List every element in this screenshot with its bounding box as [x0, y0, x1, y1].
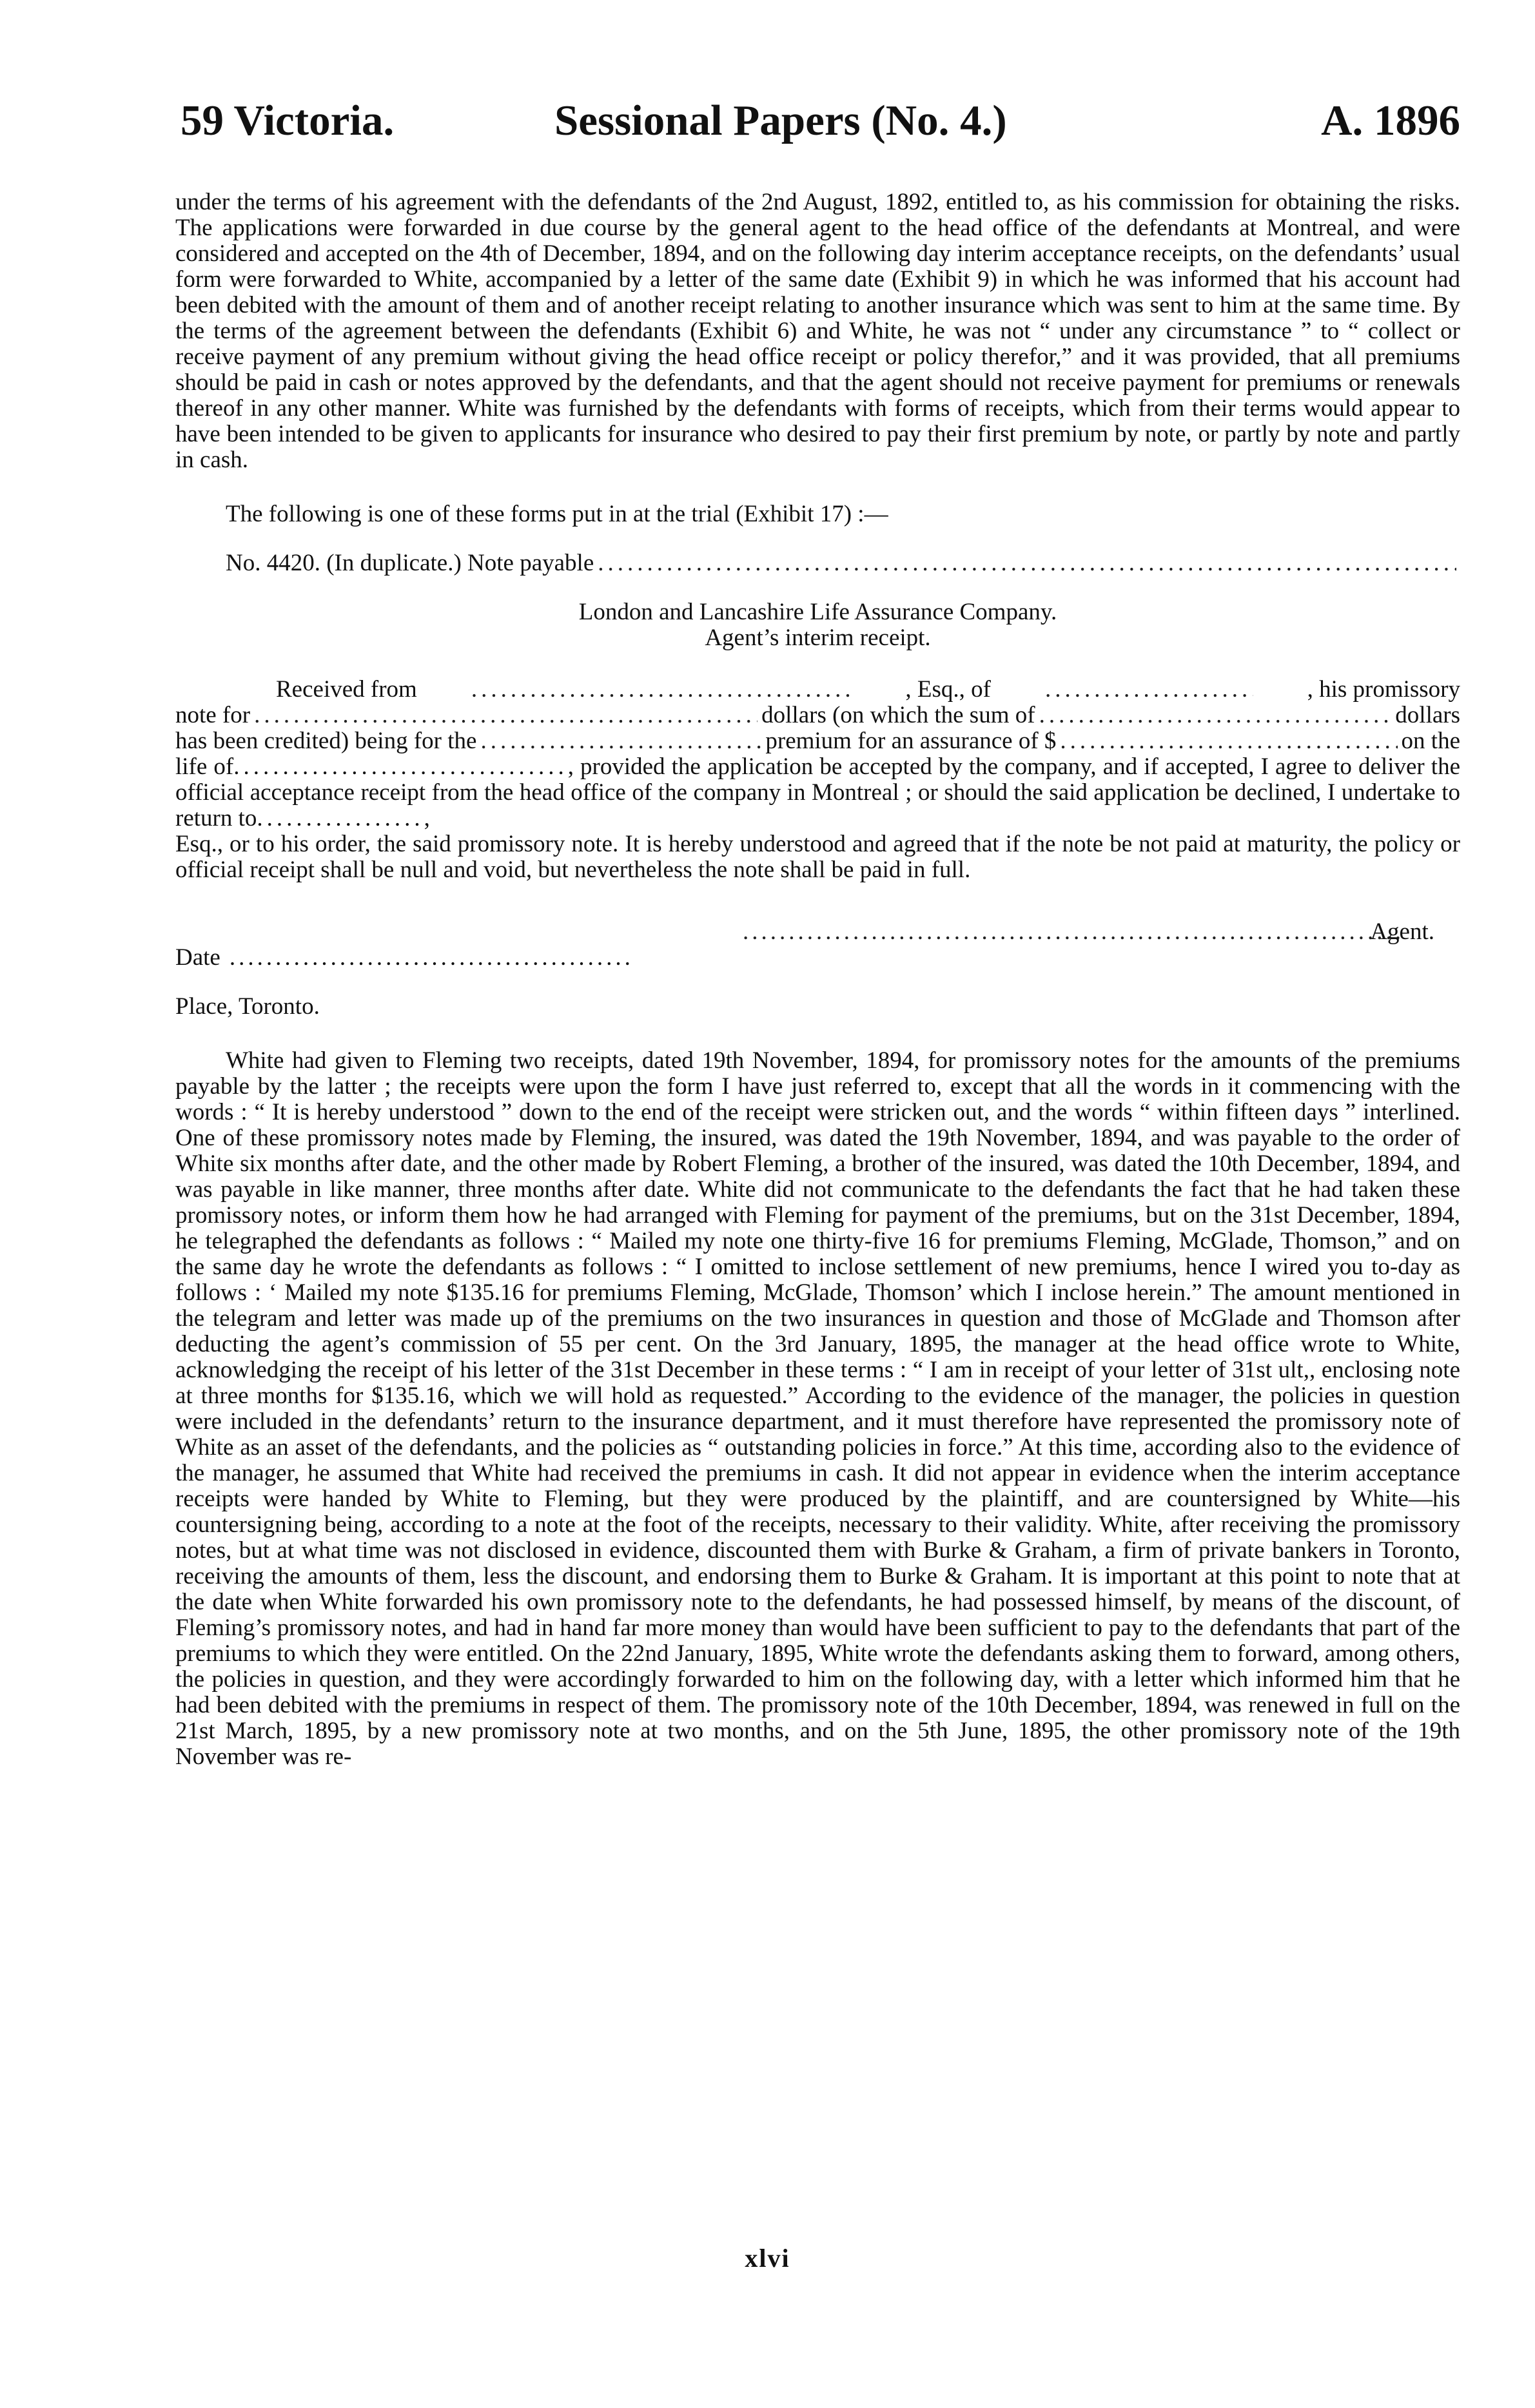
- date-dots: [230, 945, 629, 971]
- paragraph-agreement: under the terms of his agreement with the defendants of the 2nd August, 1892, entitled to, as his commission for obtaining the risks. The applications were forwarded in due course by the general agent to the head office of the defendants at Montreal, and were considered and accepted on the 4th of December, 1894, and on the following day interim acceptance receipts, on the defendants’ usual form were forwarded to White, accompanied by a letter of the same date (Exhibit 9) in which he was informed that his account had been debited with the amount of them and of another receipt relating to another insurance which was sent to him at the same time. By the terms of the agreement between the defendants (Exhibit 6) and White, he was not “ under any circumstance ” to “ collect or receive payment of any premium without giving the head office receipt or policy therefor,” and it was provided, that all premiums should be paid in cash or notes approved by the defendants, and that the agent should not receive payment for premiums or renewals thereof in any other manner. White was furnished by the defendants with forms of receipts, which from their terms would appear to have been intended to be given to applicants for insurance who desired to pay their first premium by note, or partly by note and partly in cash.: [175, 189, 1460, 473]
- form-on-the: on the: [1401, 728, 1460, 754]
- form-dollars: dollars: [1395, 702, 1460, 728]
- form-received-from: Received from: [276, 676, 417, 703]
- form-provided: , provided the application be accepted by the company, and if accepted, I agree to deliver the official acceptance receipt from the head office of the company in Montreal ; or should the said application be declined, I undertake to return to: [175, 753, 1460, 831]
- agent-label: Agent.: [1370, 918, 1434, 945]
- receipt-title: Agent’s interim receipt.: [705, 625, 931, 651]
- form-dots: [254, 703, 758, 728]
- form-line-life: life of.................................., provided the application be accepted by the company, and if accepted, I agree to deliver the official acceptance receipt from the head office of the company in Montreal ; or should the said application be declined, I undertake to return to.................,: [175, 753, 1460, 831]
- company-name: London and Lancashire Life Assurance Company.: [578, 599, 1057, 625]
- header-title: Sessional Papers (No. 4.): [554, 97, 1007, 144]
- place-line: Place, Toronto.: [175, 993, 320, 1020]
- form-dots: [1060, 728, 1397, 754]
- form-line-note: [175, 703, 1460, 728]
- form-line-received: [175, 677, 1460, 703]
- form-dollars-on-which: dollars (on which the sum of: [761, 702, 1035, 728]
- form-his-promissory: , his promissory: [1307, 676, 1460, 703]
- form-dots: [995, 677, 1253, 703]
- form-number-label: No. 4420. (In duplicate.) Note payable: [226, 550, 594, 576]
- form-number-dots: [598, 550, 1456, 576]
- form-line-order: Esq., or to his order, the said promissory note. It is hereby understood and agreed that if the note be not paid at maturity, the policy or official receipt shall be null and void, but nevertheless the note shall be paid in full.: [175, 831, 1460, 883]
- form-number-line: [175, 550, 1460, 576]
- date-label: Date: [175, 944, 220, 971]
- paragraph-fleming-receipts: White had given to Fleming two receipts, dated 19th November, 1894, for promissory notes for the amounts of the premiums payable by the latter ; the receipts were upon the form I have just referred to, except that all the words in it commencing with the words : “ It is hereby understood ” down to the end of the receipt were stricken out, and the words “ within fifteen days ” interlined. One of these promissory notes made by Fleming, the insured, was dated the 19th November, 1894, and was payable to the order of White six months after date, and the other made by Robert Fleming, a brother of the insured, was dated the 10th December, 1894, and was payable in like manner, three months after date. White did not communicate to the defendants the fact that he had taken these promissory notes, or inform them how he had arranged with Fleming for payment of the premiums, but on the 31st December, 1894, he telegraphed the defendants as follows : “ Mailed my note one thirty-five 16 for premiums Fleming, McGlade, Thomson,” and on the same day he wrote the defendants as follows : “ I omitted to inclose settlement of new premiums, hence I wired you to-day as follows : ‘ Mailed my note $135.16 for premiums Fleming, McGlade, Thomson’ which I inclose herein.” The amount mentioned in the telegram and letter was made up of the premiums on the two insurances in question and those of McGlade and Thomson after deducting the agent’s commission of 55 per cent. On the 3rd January, 1895, the manager at the head office wrote to White, acknowledging the receipt of his letter of the 31st December in these terms : “ I am in receipt of your letter of 31st ult,, enclosing note at three months for $135.16, which we will hold as requested.” According to the evidence of the manager, the policies in question were included in the defendants’ return to the insurance department, and it must therefore have represented the promissory note of White as an asset of the defendants, and the policies as “ outstanding policies in force.” At this time, according also to the evidence of the manager, he assumed that White had received the premiums in cash. It did not appear in evidence when the interim acceptance receipts were handed by White to Fleming, but they were produced by the plaintiff, and are countersigned by White—his countersigning being, according to a note at the foot of the receipts, necessary to their validity. White, after receiving the promissory notes, but at what time was not disclosed in evidence, discounted them with Burke & Graham, a firm of private bankers in Toronto, receiving the amounts of them, less the discount, and endorsing them to Burke & Graham. It is important at this point to note that at the date when White forwarded his own promissory note to the defendants, he had possessed himself, by means of the discount, of Fleming’s promissory notes, and had in hand far more money than would have been sufficient to pay to the defendants that part of the premiums to which they were entitled. On the 22nd January, 1895, White wrote the defendants asking them to forward, among others, the policies in question, and they were accordingly forwarded to him on the following day, with a letter which informed him that he had been debited with the premiums in respect of them. The promissory note of the 10th December, 1894, was renewed in full on the 21st March, 1895, by a new promissory note at two months, and on the 5th June, 1895, the other promissory note of the 19th November was re-: [175, 1047, 1460, 1770]
- form-note-for: note for: [175, 702, 251, 728]
- agent-date-row: [175, 918, 1460, 971]
- date-line: [175, 945, 629, 971]
- page-body: [175, 189, 1460, 1770]
- page-number: xlvi: [745, 2244, 790, 2273]
- form-line-credited: [175, 728, 1460, 754]
- form-dots: [480, 728, 761, 754]
- paragraph-form-intro: The following is one of these forms put in at the trial (Exhibit 17) :—: [226, 501, 888, 527]
- form-dots: [1039, 703, 1392, 728]
- agent-signature-line: [743, 919, 1400, 945]
- form-dots: ..................................: [233, 753, 568, 780]
- form-premium-for: premium for an assurance of $: [765, 728, 1057, 754]
- form-dots: .................: [257, 805, 424, 831]
- form-esq-of: , Esq., of: [905, 676, 991, 703]
- form-dots: [421, 677, 852, 703]
- page-header: [181, 85, 1460, 156]
- header-year: A. 1896: [1321, 97, 1460, 144]
- form-credited: has been credited) being for the: [175, 728, 477, 754]
- header-session: 59 Victoria.: [181, 97, 395, 144]
- receipt-form: [175, 677, 1460, 883]
- form-life-of: life of: [175, 753, 234, 780]
